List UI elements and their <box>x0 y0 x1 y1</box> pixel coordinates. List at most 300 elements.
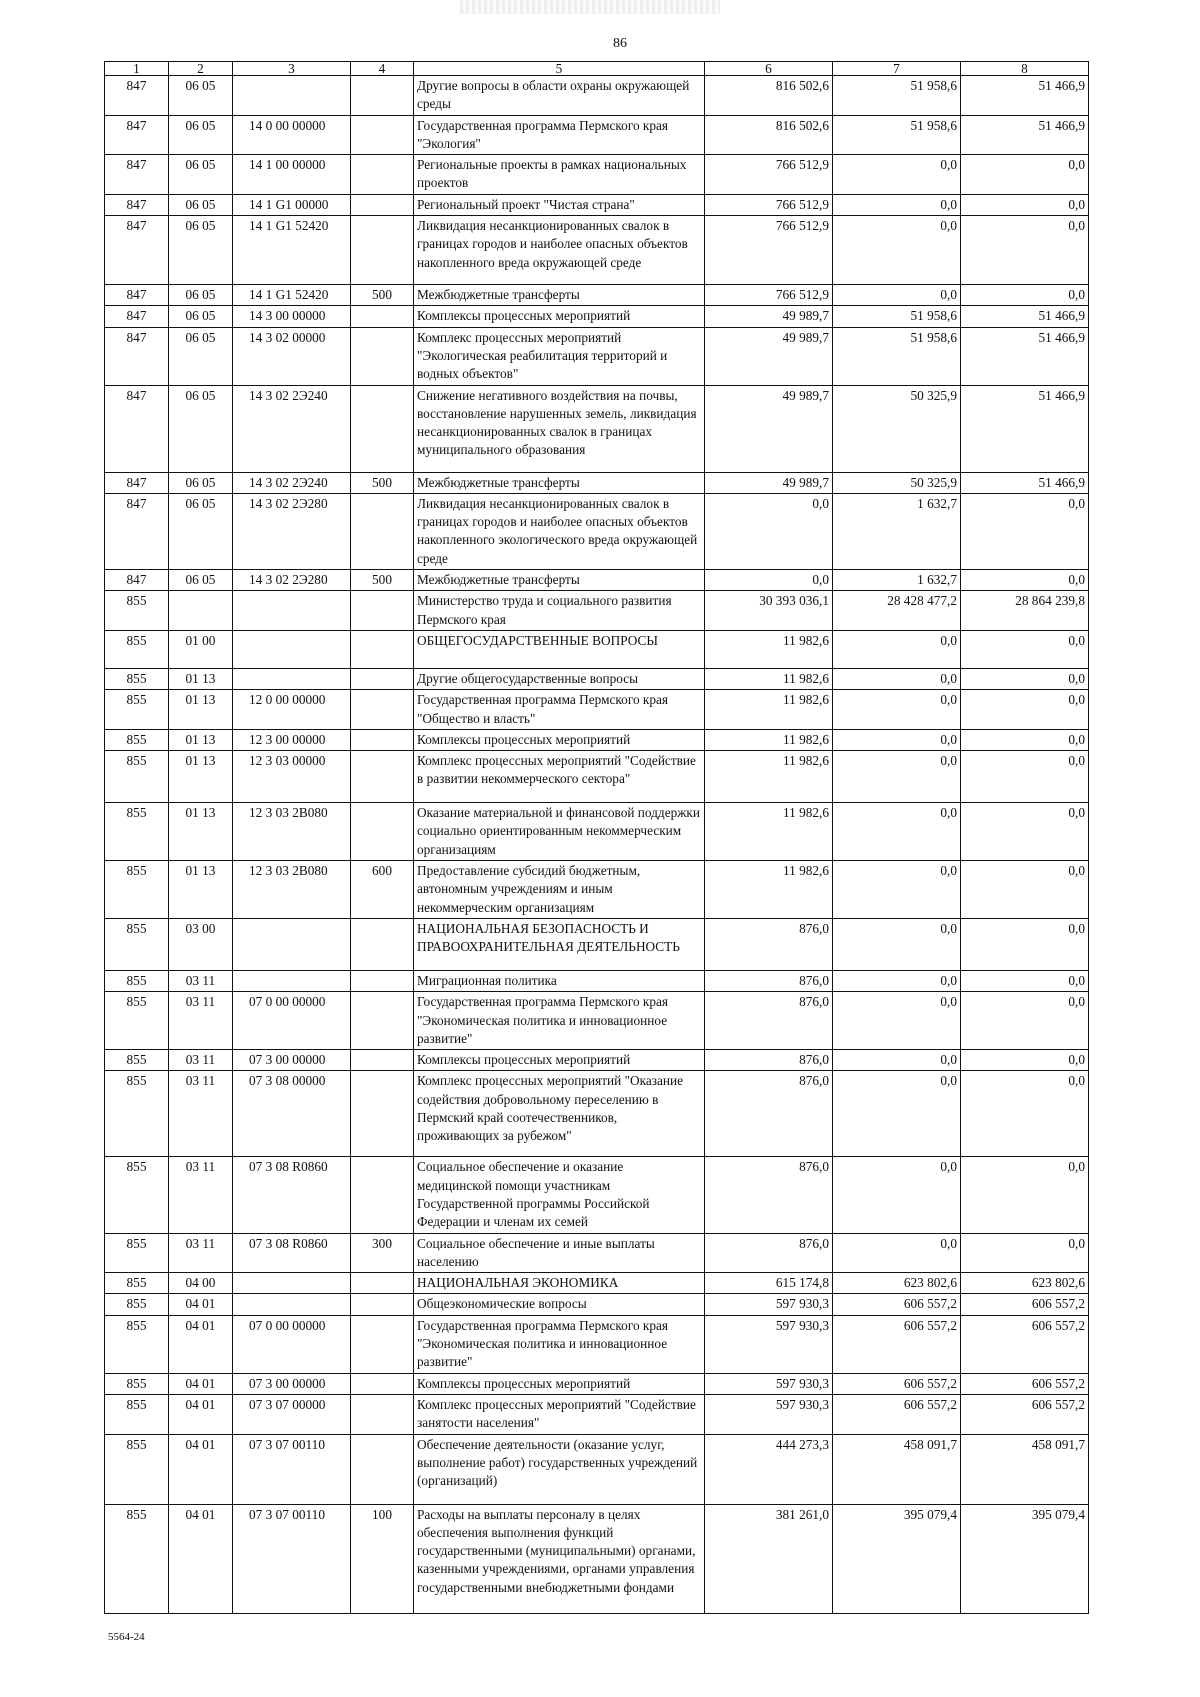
table-row <box>105 970 1089 991</box>
table-row <box>105 385 1089 472</box>
cell-owner-code: 847 <box>105 216 169 285</box>
cell-item-name: Региональные проекты в рамках национальных проектов <box>414 155 705 195</box>
cell-amount-2026: 0,0 <box>833 992 961 1050</box>
cell-item-name: ОБЩЕГОСУДАРСТВЕННЫЕ ВОПРОСЫ <box>414 630 705 668</box>
cell-target-code: 14 1 G1 00000 <box>233 194 351 215</box>
cell-item-name: Комплексы процессных мероприятий <box>414 306 705 327</box>
cell-expense-type <box>351 1050 414 1071</box>
cell-section-code: 06 05 <box>169 570 233 591</box>
cell-section-code: 04 01 <box>169 1394 233 1434</box>
cell-item-name: Региональный проект "Чистая страна" <box>414 194 705 215</box>
cell-section-code: 06 05 <box>169 306 233 327</box>
cell-amount-2026: 606 557,2 <box>833 1373 961 1394</box>
cell-target-code: 12 0 00 00000 <box>233 690 351 730</box>
cell-section-code: 03 11 <box>169 970 233 991</box>
table-row <box>105 1071 1089 1157</box>
table-row <box>105 803 1089 861</box>
cell-amount-2026: 0,0 <box>833 216 961 285</box>
cell-item-name: Снижение негативного воздействия на почвы, восстановление нарушенных земель, ликвидация несанкционированных свалок в границах муниципального образования <box>414 385 705 472</box>
table-row <box>105 1504 1089 1613</box>
cell-amount-2025: 876,0 <box>705 918 833 970</box>
cell-amount-2026: 51 958,6 <box>833 115 961 155</box>
cell-owner-code: 847 <box>105 327 169 385</box>
cell-expense-type: 300 <box>351 1233 414 1273</box>
cell-amount-2025: 816 502,6 <box>705 76 833 116</box>
cell-amount-2025: 49 989,7 <box>705 472 833 493</box>
cell-target-code: 14 1 G1 52420 <box>233 216 351 285</box>
cell-owner-code: 855 <box>105 1233 169 1273</box>
cell-amount-2026: 0,0 <box>833 803 961 861</box>
cell-target-code: 07 3 07 00110 <box>233 1434 351 1504</box>
cell-amount-2027: 0,0 <box>961 194 1089 215</box>
cell-amount-2026: 0,0 <box>833 194 961 215</box>
column-header-8: 8 <box>961 62 1089 76</box>
table-row <box>105 861 1089 919</box>
cell-amount-2026: 606 557,2 <box>833 1394 961 1434</box>
cell-expense-type <box>351 1294 414 1315</box>
cell-amount-2026: 0,0 <box>833 1050 961 1071</box>
table-row <box>105 690 1089 730</box>
cell-expense-type: 100 <box>351 1504 414 1613</box>
cell-owner-code: 847 <box>105 115 169 155</box>
cell-section-code: 03 00 <box>169 918 233 970</box>
cell-target-code: 07 3 07 00000 <box>233 1394 351 1434</box>
cell-owner-code: 847 <box>105 570 169 591</box>
cell-amount-2026: 51 958,6 <box>833 76 961 116</box>
cell-amount-2026: 606 557,2 <box>833 1294 961 1315</box>
cell-amount-2025: 876,0 <box>705 1050 833 1071</box>
cell-target-code: 14 1 00 00000 <box>233 155 351 195</box>
cell-owner-code: 855 <box>105 1434 169 1504</box>
cell-section-code: 06 05 <box>169 472 233 493</box>
cell-amount-2025: 816 502,6 <box>705 115 833 155</box>
cell-section-code: 01 13 <box>169 690 233 730</box>
cell-expense-type: 500 <box>351 570 414 591</box>
table-row <box>105 630 1089 668</box>
table-body <box>105 76 1089 1614</box>
cell-amount-2026: 0,0 <box>833 751 961 803</box>
cell-expense-type <box>351 1157 414 1233</box>
cell-amount-2025: 766 512,9 <box>705 216 833 285</box>
cell-item-name: Комплексы процессных мероприятий <box>414 1373 705 1394</box>
cell-expense-type <box>351 630 414 668</box>
column-header-2: 2 <box>169 62 233 76</box>
table-row <box>105 285 1089 306</box>
cell-amount-2025: 49 989,7 <box>705 327 833 385</box>
cell-owner-code: 855 <box>105 630 169 668</box>
table-row <box>105 918 1089 970</box>
cell-amount-2027: 0,0 <box>961 751 1089 803</box>
cell-amount-2026: 0,0 <box>833 1071 961 1157</box>
cell-owner-code: 855 <box>105 1071 169 1157</box>
cell-amount-2027: 51 466,9 <box>961 76 1089 116</box>
cell-expense-type: 600 <box>351 861 414 919</box>
table-row <box>105 194 1089 215</box>
cell-item-name: Ликвидация несанкционированных свалок в границах городов и наиболее опасных объектов накопленного экологического вреда окружающей среде <box>414 493 705 569</box>
cell-section-code: 01 13 <box>169 861 233 919</box>
cell-amount-2027: 0,0 <box>961 803 1089 861</box>
table-row <box>105 472 1089 493</box>
cell-amount-2025: 597 930,3 <box>705 1315 833 1373</box>
cell-expense-type: 500 <box>351 285 414 306</box>
cell-target-code: 07 3 00 00000 <box>233 1050 351 1071</box>
cell-section-code: 03 11 <box>169 1050 233 1071</box>
cell-expense-type <box>351 1071 414 1157</box>
cell-item-name: НАЦИОНАЛЬНАЯ БЕЗОПАСНОСТЬ И ПРАВООХРАНИТЕЛЬНАЯ ДЕЯТЕЛЬНОСТЬ <box>414 918 705 970</box>
cell-target-code: 14 3 00 00000 <box>233 306 351 327</box>
cell-target-code <box>233 76 351 116</box>
cell-section-code: 06 05 <box>169 285 233 306</box>
cell-owner-code: 847 <box>105 306 169 327</box>
cell-expense-type <box>351 751 414 803</box>
cell-expense-type <box>351 76 414 116</box>
budget-table <box>104 61 1089 1614</box>
table-header-row <box>105 62 1089 76</box>
cell-amount-2025: 766 512,9 <box>705 155 833 195</box>
cell-expense-type <box>351 194 414 215</box>
cell-owner-code: 855 <box>105 729 169 750</box>
cell-amount-2027: 51 466,9 <box>961 385 1089 472</box>
table-row <box>105 306 1089 327</box>
cell-amount-2027: 0,0 <box>961 668 1089 689</box>
cell-expense-type <box>351 1394 414 1434</box>
table-row <box>105 668 1089 689</box>
cell-section-code: 03 11 <box>169 1071 233 1157</box>
cell-section-code: 06 05 <box>169 385 233 472</box>
table-row <box>105 216 1089 285</box>
cell-amount-2025: 876,0 <box>705 1071 833 1157</box>
cell-amount-2027: 0,0 <box>961 1050 1089 1071</box>
cell-owner-code: 855 <box>105 1504 169 1613</box>
cell-expense-type <box>351 1434 414 1504</box>
cell-section-code: 03 11 <box>169 992 233 1050</box>
cell-amount-2027: 0,0 <box>961 155 1089 195</box>
table-row <box>105 1233 1089 1273</box>
cell-amount-2026: 0,0 <box>833 729 961 750</box>
page-number: 86 <box>613 36 627 51</box>
cell-amount-2027: 606 557,2 <box>961 1315 1089 1373</box>
cell-item-name: Межбюджетные трансферты <box>414 472 705 493</box>
cell-owner-code: 855 <box>105 1157 169 1233</box>
cell-expense-type <box>351 992 414 1050</box>
table-row <box>105 1394 1089 1434</box>
cell-amount-2026: 0,0 <box>833 918 961 970</box>
cell-item-name: Другие вопросы в области охраны окружающей среды <box>414 76 705 116</box>
cell-section-code: 01 00 <box>169 630 233 668</box>
cell-target-code: 07 0 00 00000 <box>233 992 351 1050</box>
cell-expense-type <box>351 493 414 569</box>
cell-item-name: Социальное обеспечение и оказание медицинской помощи участникам Государственной программы Российской Федерации и членам их семей <box>414 1157 705 1233</box>
cell-section-code: 04 01 <box>169 1315 233 1373</box>
cell-owner-code: 855 <box>105 861 169 919</box>
cell-target-code <box>233 591 351 631</box>
cell-item-name: Обеспечение деятельности (оказание услуг, выполнение работ) государственных учреждений (организаций) <box>414 1434 705 1504</box>
cell-expense-type: 500 <box>351 472 414 493</box>
cell-amount-2025: 11 982,6 <box>705 803 833 861</box>
cell-amount-2025: 597 930,3 <box>705 1294 833 1315</box>
cell-item-name: Государственная программа Пермского края "Экономическая политика и инновационное развитие" <box>414 1315 705 1373</box>
cell-expense-type <box>351 970 414 991</box>
cell-owner-code: 847 <box>105 194 169 215</box>
cell-target-code: 12 3 00 00000 <box>233 729 351 750</box>
cell-amount-2025: 49 989,7 <box>705 385 833 472</box>
cell-amount-2025: 444 273,3 <box>705 1434 833 1504</box>
cell-amount-2025: 381 261,0 <box>705 1504 833 1613</box>
cell-item-name: Комплексы процессных мероприятий <box>414 1050 705 1071</box>
cell-amount-2026: 1 632,7 <box>833 570 961 591</box>
cell-amount-2027: 0,0 <box>961 992 1089 1050</box>
cell-expense-type <box>351 1315 414 1373</box>
cell-amount-2026: 606 557,2 <box>833 1315 961 1373</box>
cell-amount-2026: 1 632,7 <box>833 493 961 569</box>
cell-item-name: Комплекс процессных мероприятий "Оказание содействия добровольному переселению в Пермский край соотечественников, проживающих за рубежом" <box>414 1071 705 1157</box>
cell-expense-type <box>351 385 414 472</box>
cell-amount-2025: 876,0 <box>705 1233 833 1273</box>
cell-target-code: 14 3 02 2Э280 <box>233 570 351 591</box>
cell-section-code: 04 01 <box>169 1373 233 1394</box>
cell-item-name: Комплекс процессных мероприятий "Экологическая реабилитация территорий и водных объектов" <box>414 327 705 385</box>
cell-amount-2027: 0,0 <box>961 861 1089 919</box>
cell-owner-code: 855 <box>105 751 169 803</box>
cell-expense-type <box>351 591 414 631</box>
cell-item-name: Государственная программа Пермского края "Экология" <box>414 115 705 155</box>
cell-amount-2027: 623 802,6 <box>961 1273 1089 1294</box>
document-code: 5564-24 <box>108 1631 145 1643</box>
cell-section-code: 06 05 <box>169 216 233 285</box>
table-row <box>105 591 1089 631</box>
table-row <box>105 327 1089 385</box>
cell-section-code: 01 13 <box>169 803 233 861</box>
cell-amount-2026: 0,0 <box>833 285 961 306</box>
cell-item-name: Общеэкономические вопросы <box>414 1294 705 1315</box>
cell-target-code <box>233 970 351 991</box>
cell-target-code: 12 3 03 00000 <box>233 751 351 803</box>
cell-item-name: Предоставление субсидий бюджетным, автономным учреждениям и иным некоммерческим организациям <box>414 861 705 919</box>
cell-amount-2025: 11 982,6 <box>705 861 833 919</box>
column-header-5: 5 <box>414 62 705 76</box>
cell-expense-type <box>351 306 414 327</box>
cell-amount-2026: 28 428 477,2 <box>833 591 961 631</box>
cell-item-name: Министерство труда и социального развития Пермского края <box>414 591 705 631</box>
cell-amount-2026: 0,0 <box>833 155 961 195</box>
table-row <box>105 751 1089 803</box>
cell-amount-2025: 0,0 <box>705 570 833 591</box>
cell-amount-2027: 51 466,9 <box>961 472 1089 493</box>
cell-amount-2027: 458 091,7 <box>961 1434 1089 1504</box>
cell-section-code: 06 05 <box>169 115 233 155</box>
cell-amount-2025: 11 982,6 <box>705 668 833 689</box>
cell-owner-code: 855 <box>105 1050 169 1071</box>
cell-owner-code: 847 <box>105 285 169 306</box>
cell-amount-2027: 0,0 <box>961 570 1089 591</box>
table-row <box>105 729 1089 750</box>
cell-expense-type <box>351 216 414 285</box>
cell-section-code: 01 13 <box>169 751 233 803</box>
cell-section-code: 03 11 <box>169 1157 233 1233</box>
cell-amount-2025: 766 512,9 <box>705 194 833 215</box>
cell-amount-2025: 876,0 <box>705 1157 833 1233</box>
cell-amount-2027: 0,0 <box>961 630 1089 668</box>
cell-amount-2027: 0,0 <box>961 1233 1089 1273</box>
cell-target-code: 14 0 00 00000 <box>233 115 351 155</box>
cell-section-code: 04 00 <box>169 1273 233 1294</box>
cell-amount-2025: 49 989,7 <box>705 306 833 327</box>
cell-amount-2027: 0,0 <box>961 1157 1089 1233</box>
cell-amount-2026: 0,0 <box>833 690 961 730</box>
cell-expense-type <box>351 1373 414 1394</box>
cell-expense-type <box>351 668 414 689</box>
cell-amount-2026: 0,0 <box>833 1157 961 1233</box>
cell-amount-2025: 11 982,6 <box>705 751 833 803</box>
cell-target-code: 07 3 07 00110 <box>233 1504 351 1613</box>
table-row <box>105 992 1089 1050</box>
cell-target-code: 07 3 00 00000 <box>233 1373 351 1394</box>
cell-amount-2026: 51 958,6 <box>833 306 961 327</box>
cell-section-code: 06 05 <box>169 194 233 215</box>
cell-target-code: 14 3 02 2Э240 <box>233 472 351 493</box>
cell-amount-2025: 597 930,3 <box>705 1394 833 1434</box>
cell-amount-2025: 30 393 036,1 <box>705 591 833 631</box>
cell-target-code <box>233 668 351 689</box>
cell-owner-code: 855 <box>105 1394 169 1434</box>
cell-owner-code: 855 <box>105 690 169 730</box>
cell-item-name: Миграционная политика <box>414 970 705 991</box>
cell-section-code: 01 13 <box>169 668 233 689</box>
cell-owner-code: 855 <box>105 1294 169 1315</box>
cell-owner-code: 855 <box>105 668 169 689</box>
cell-target-code: 14 3 02 2Э280 <box>233 493 351 569</box>
cell-owner-code: 847 <box>105 472 169 493</box>
table-row <box>105 1294 1089 1315</box>
cell-item-name: Оказание материальной и финансовой поддержки социально ориентированным некоммерческим организациям <box>414 803 705 861</box>
cell-owner-code: 847 <box>105 493 169 569</box>
cell-amount-2027: 606 557,2 <box>961 1294 1089 1315</box>
cell-amount-2026: 50 325,9 <box>833 472 961 493</box>
cell-amount-2027: 606 557,2 <box>961 1394 1089 1434</box>
table-row <box>105 570 1089 591</box>
cell-item-name: Государственная программа Пермского края "Экономическая политика и инновационное развитие" <box>414 992 705 1050</box>
cell-owner-code: 855 <box>105 803 169 861</box>
cell-item-name: Ликвидация несанкционированных свалок в границах городов и наиболее опасных объектов накопленного вреда окружающей среде <box>414 216 705 285</box>
cell-amount-2027: 0,0 <box>961 729 1089 750</box>
cell-section-code: 04 01 <box>169 1434 233 1504</box>
table-row <box>105 155 1089 195</box>
cell-target-code: 12 3 03 2В080 <box>233 861 351 919</box>
column-header-4: 4 <box>351 62 414 76</box>
cell-amount-2025: 11 982,6 <box>705 630 833 668</box>
cell-expense-type <box>351 115 414 155</box>
cell-amount-2026: 0,0 <box>833 861 961 919</box>
cell-expense-type <box>351 155 414 195</box>
cell-owner-code: 847 <box>105 76 169 116</box>
cell-amount-2027: 0,0 <box>961 493 1089 569</box>
cell-item-name: Комплексы процессных мероприятий <box>414 729 705 750</box>
cell-expense-type <box>351 729 414 750</box>
cell-section-code: 06 05 <box>169 155 233 195</box>
cell-target-code: 07 3 08 R0860 <box>233 1233 351 1273</box>
cell-amount-2025: 876,0 <box>705 992 833 1050</box>
cell-amount-2025: 766 512,9 <box>705 285 833 306</box>
scan-artifact <box>460 0 720 14</box>
table-row <box>105 1273 1089 1294</box>
cell-item-name: НАЦИОНАЛЬНАЯ ЭКОНОМИКА <box>414 1273 705 1294</box>
cell-owner-code: 855 <box>105 918 169 970</box>
cell-owner-code: 855 <box>105 1273 169 1294</box>
cell-item-name: Социальное обеспечение и иные выплаты населению <box>414 1233 705 1273</box>
cell-target-code <box>233 918 351 970</box>
cell-target-code: 07 0 00 00000 <box>233 1315 351 1373</box>
cell-target-code: 14 3 02 2Э240 <box>233 385 351 472</box>
cell-expense-type <box>351 690 414 730</box>
cell-amount-2026: 0,0 <box>833 668 961 689</box>
cell-owner-code: 855 <box>105 970 169 991</box>
cell-amount-2027: 51 466,9 <box>961 327 1089 385</box>
cell-target-code: 07 3 08 R0860 <box>233 1157 351 1233</box>
cell-section-code: 04 01 <box>169 1504 233 1613</box>
cell-amount-2026: 395 079,4 <box>833 1504 961 1613</box>
cell-target-code: 07 3 08 00000 <box>233 1071 351 1157</box>
table-row <box>105 1050 1089 1071</box>
cell-item-name: Комплекс процессных мероприятий "Содействие занятости населения" <box>414 1394 705 1434</box>
cell-amount-2027: 395 079,4 <box>961 1504 1089 1613</box>
cell-amount-2027: 0,0 <box>961 216 1089 285</box>
table-row <box>105 493 1089 569</box>
cell-section-code <box>169 591 233 631</box>
cell-amount-2027: 0,0 <box>961 285 1089 306</box>
table-row <box>105 1373 1089 1394</box>
cell-target-code <box>233 630 351 668</box>
cell-amount-2025: 11 982,6 <box>705 690 833 730</box>
cell-target-code: 14 1 G1 52420 <box>233 285 351 306</box>
cell-amount-2025: 876,0 <box>705 970 833 991</box>
table-row <box>105 115 1089 155</box>
cell-amount-2027: 28 864 239,8 <box>961 591 1089 631</box>
cell-expense-type <box>351 918 414 970</box>
column-header-3: 3 <box>233 62 351 76</box>
cell-owner-code: 847 <box>105 385 169 472</box>
cell-amount-2026: 0,0 <box>833 630 961 668</box>
cell-amount-2026: 0,0 <box>833 970 961 991</box>
cell-item-name: Комплекс процессных мероприятий "Содействие в развитии некоммерческого сектора" <box>414 751 705 803</box>
cell-amount-2026: 458 091,7 <box>833 1434 961 1504</box>
cell-item-name: Межбюджетные трансферты <box>414 570 705 591</box>
cell-amount-2026: 50 325,9 <box>833 385 961 472</box>
cell-expense-type <box>351 327 414 385</box>
column-header-6: 6 <box>705 62 833 76</box>
column-header-7: 7 <box>833 62 961 76</box>
cell-item-name: Другие общегосударственные вопросы <box>414 668 705 689</box>
cell-owner-code: 847 <box>105 155 169 195</box>
cell-section-code: 06 05 <box>169 493 233 569</box>
cell-target-code: 12 3 03 2В080 <box>233 803 351 861</box>
cell-owner-code: 855 <box>105 1373 169 1394</box>
cell-amount-2025: 0,0 <box>705 493 833 569</box>
table-row <box>105 76 1089 116</box>
cell-target-code <box>233 1273 351 1294</box>
table-row <box>105 1157 1089 1233</box>
cell-owner-code: 855 <box>105 992 169 1050</box>
cell-item-name: Межбюджетные трансферты <box>414 285 705 306</box>
cell-section-code: 01 13 <box>169 729 233 750</box>
cell-amount-2025: 597 930,3 <box>705 1373 833 1394</box>
cell-section-code: 06 05 <box>169 327 233 385</box>
cell-amount-2026: 0,0 <box>833 1233 961 1273</box>
table-row <box>105 1315 1089 1373</box>
cell-amount-2027: 0,0 <box>961 918 1089 970</box>
cell-expense-type <box>351 803 414 861</box>
cell-owner-code: 855 <box>105 1315 169 1373</box>
cell-amount-2027: 0,0 <box>961 690 1089 730</box>
